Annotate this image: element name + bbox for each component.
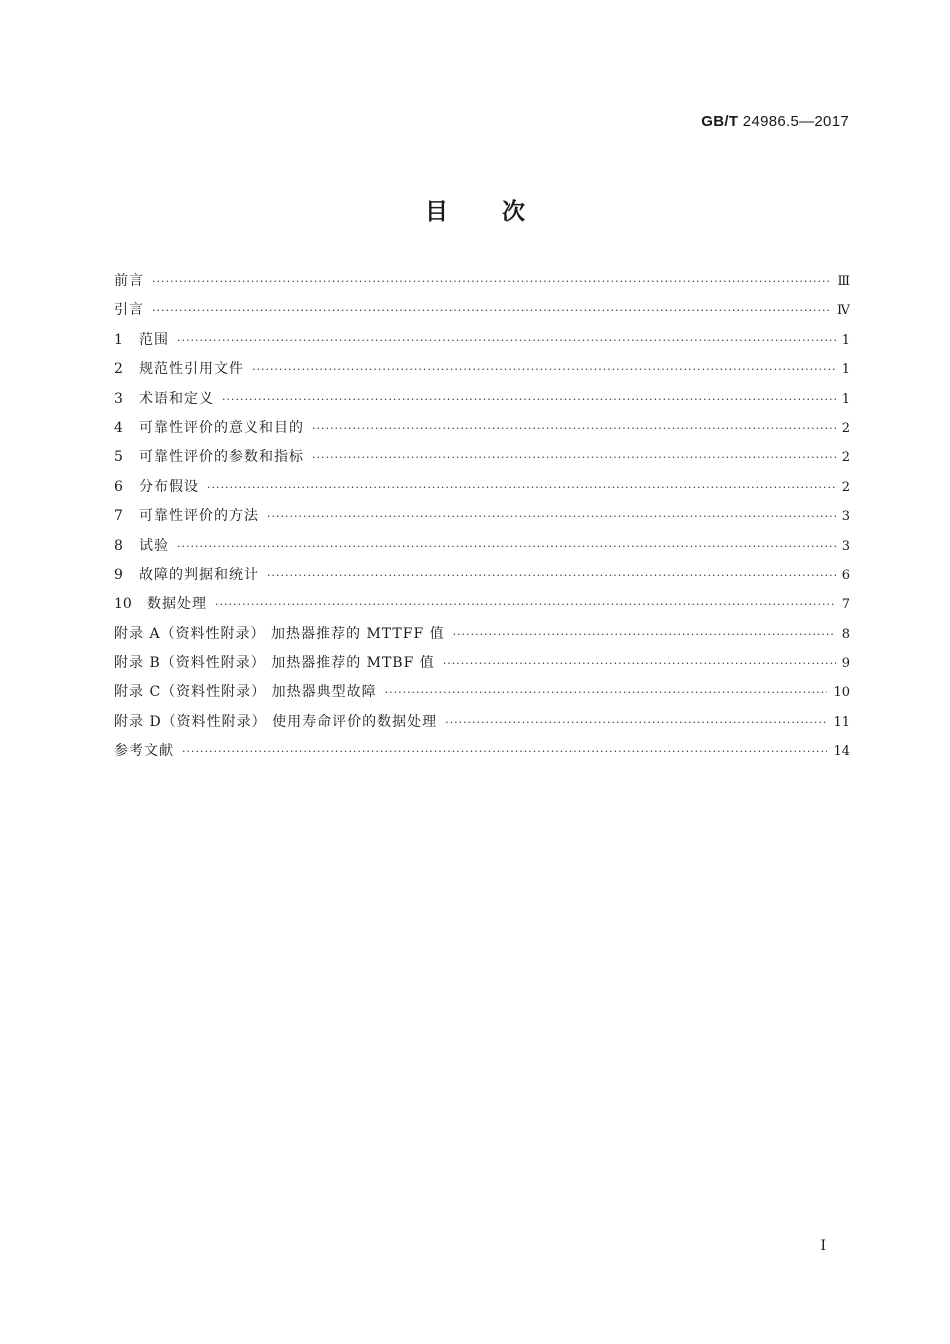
toc-entry-number: 8 bbox=[114, 537, 123, 554]
toc-entry-number: 4 bbox=[114, 419, 123, 436]
toc-entry-number: 7 bbox=[114, 508, 123, 525]
toc-entry-page: 6 bbox=[841, 567, 850, 583]
toc-entry[interactable] bbox=[114, 505, 850, 534]
toc-entry-label: 前言 bbox=[114, 273, 144, 289]
toc-leader-dots bbox=[443, 657, 836, 670]
toc-entry-label: 范围 bbox=[139, 331, 169, 348]
toc-entry-label: 可靠性评价的参数和指标 bbox=[139, 449, 304, 466]
toc-leader-dots bbox=[177, 334, 836, 347]
toc-leader-dots bbox=[152, 304, 831, 317]
toc-entry-label: 附录 D（资料性附录） 使用寿命评价的数据处理 bbox=[114, 713, 438, 730]
toc-entry-page: 2 bbox=[841, 479, 850, 495]
table-of-contents bbox=[114, 270, 850, 770]
toc-entry-label: 规范性引用文件 bbox=[139, 361, 244, 378]
toc-leader-dots bbox=[267, 569, 836, 582]
standard-code: 24986.5—2017 bbox=[742, 113, 849, 130]
toc-leader-dots bbox=[445, 716, 827, 729]
toc-leader-dots bbox=[252, 363, 836, 376]
toc-entry-label: 可靠性评价的方法 bbox=[139, 508, 259, 525]
toc-leader-dots bbox=[182, 745, 827, 758]
toc-entry[interactable] bbox=[114, 358, 850, 387]
toc-leader-dots bbox=[267, 510, 836, 523]
toc-leader-dots bbox=[453, 628, 836, 641]
toc-entry-page: 9 bbox=[841, 656, 850, 672]
toc-leader-dots bbox=[312, 422, 836, 435]
toc-leader-dots bbox=[385, 686, 828, 699]
toc-entry[interactable] bbox=[114, 623, 850, 652]
toc-entry-page: 11 bbox=[833, 714, 850, 730]
toc-entry-label: 分布假设 bbox=[139, 478, 199, 495]
toc-entry[interactable] bbox=[114, 417, 850, 446]
toc-entry-number: 2 bbox=[114, 361, 123, 378]
toc-entry-number: 1 bbox=[114, 331, 123, 348]
toc-entry-label: 可靠性评价的意义和目的 bbox=[139, 419, 304, 436]
toc-entry[interactable] bbox=[114, 593, 850, 622]
toc-entry-label: 附录 B（资料性附录） 加热器推荐的 MTBF 值 bbox=[114, 655, 435, 672]
toc-entry-page: 14 bbox=[833, 744, 850, 760]
toc-entry-number: 5 bbox=[114, 449, 123, 466]
page-number: Ⅰ bbox=[820, 1238, 826, 1254]
toc-entry-label: 附录 C（资料性附录） 加热器典型故障 bbox=[114, 684, 377, 701]
toc-entry-number: 10 bbox=[114, 596, 132, 613]
toc-entry[interactable] bbox=[114, 270, 850, 299]
toc-entry-label: 试验 bbox=[139, 537, 169, 554]
toc-entry-page: 2 bbox=[841, 450, 850, 466]
toc-entry-page: Ⅳ bbox=[837, 303, 850, 319]
toc-entry[interactable] bbox=[114, 388, 850, 417]
toc-entry-label: 术语和定义 bbox=[139, 390, 214, 407]
toc-title: 目次 bbox=[425, 199, 579, 225]
toc-entry-label: 参考文献 bbox=[114, 743, 174, 760]
toc-entry-number: 9 bbox=[114, 566, 123, 583]
toc-entry[interactable] bbox=[114, 446, 850, 475]
toc-leader-dots bbox=[222, 393, 836, 406]
toc-entry-page: 1 bbox=[841, 332, 850, 348]
toc-leader-dots bbox=[215, 598, 836, 611]
toc-entry[interactable] bbox=[114, 329, 850, 358]
toc-entry[interactable] bbox=[114, 652, 850, 681]
standard-prefix: GB/T bbox=[701, 113, 739, 130]
toc-entry-number: 3 bbox=[114, 390, 123, 407]
standard-number bbox=[701, 113, 849, 130]
toc-entry[interactable] bbox=[114, 681, 850, 710]
toc-leader-dots bbox=[312, 451, 836, 464]
toc-entry-page: 3 bbox=[841, 509, 850, 525]
toc-entry[interactable] bbox=[114, 711, 850, 740]
toc-entry[interactable] bbox=[114, 564, 850, 593]
toc-leader-dots bbox=[177, 540, 836, 553]
toc-leader-dots bbox=[207, 481, 836, 494]
toc-entry-page: 7 bbox=[841, 597, 850, 613]
toc-entry-page: 10 bbox=[833, 685, 850, 701]
toc-leader-dots bbox=[152, 275, 831, 288]
toc-entry-page: 8 bbox=[841, 626, 850, 642]
toc-entry-page: Ⅲ bbox=[837, 274, 850, 289]
toc-entry[interactable] bbox=[114, 476, 850, 505]
toc-entry-label: 引言 bbox=[114, 302, 144, 319]
toc-entry-page: 1 bbox=[841, 391, 850, 407]
toc-entry[interactable] bbox=[114, 299, 850, 328]
toc-entry-page: 3 bbox=[841, 538, 850, 554]
toc-entry-number: 6 bbox=[114, 478, 123, 495]
toc-entry-label: 数据处理 bbox=[147, 596, 207, 613]
toc-entry-label: 附录 A（资料性附录） 加热器推荐的 MTTFF 值 bbox=[114, 625, 445, 642]
toc-entry[interactable] bbox=[114, 535, 850, 564]
toc-entry-label: 故障的判据和统计 bbox=[139, 566, 259, 583]
toc-entry-page: 2 bbox=[841, 420, 850, 436]
toc-entry[interactable] bbox=[114, 740, 850, 769]
toc-entry-page: 1 bbox=[841, 362, 850, 378]
